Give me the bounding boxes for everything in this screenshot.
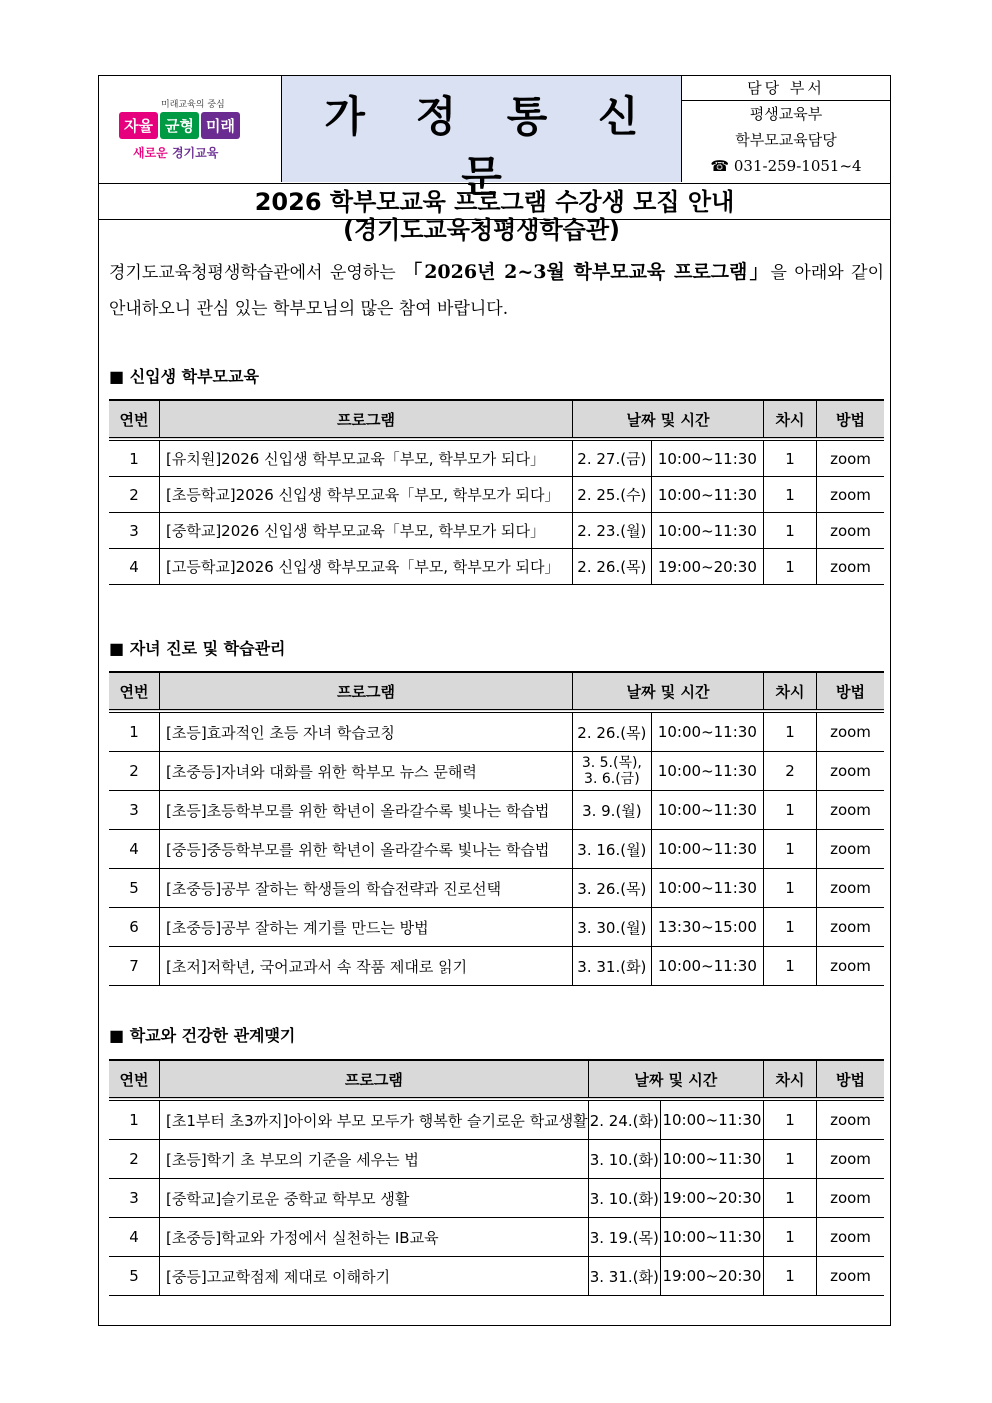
- row-number: 4: [109, 830, 160, 869]
- newsletter-subtitle: (경기도교육청평생학습관): [343, 216, 620, 244]
- dept-phone: 031-259-1051~4: [733, 157, 862, 175]
- program-date: 3. 19.(목): [588, 1218, 660, 1257]
- session-count: 2: [764, 752, 817, 791]
- program-date: 2. 26.(목): [573, 711, 652, 752]
- table-row: [109, 830, 884, 869]
- program-name: [초저]저학년, 국어교과서 속 작품 제대로 읽기: [160, 947, 573, 986]
- table-header-row: [109, 400, 884, 439]
- program-time: 10:00~11:30: [651, 752, 763, 791]
- newsletter-title: 가 정 통 신 문: [324, 92, 657, 201]
- session-count: 1: [764, 869, 817, 908]
- logo-word-1: 자율: [119, 112, 158, 139]
- program-date: 2. 27.(금): [573, 439, 652, 477]
- program-name: [중학교]2026 신입생 학부모교육「부모, 학부모가 되다」: [160, 513, 573, 549]
- dept-name: 평생교육부: [749, 105, 823, 123]
- table-row: [109, 1099, 884, 1140]
- intro-highlight: 「2026년 2~3월 학부모교육 프로그램」: [403, 261, 771, 283]
- session-count: 1: [764, 513, 817, 549]
- program-date: 2. 25.(수): [573, 477, 652, 513]
- table-row: [109, 513, 884, 549]
- row-number: 4: [109, 549, 160, 585]
- program-date: 3. 10.(화): [588, 1179, 660, 1218]
- session-count: 1: [764, 908, 817, 947]
- logo-slogan: [133, 144, 218, 161]
- delivery-method: zoom: [817, 1140, 885, 1179]
- table-row: [109, 549, 884, 585]
- table-row: [109, 752, 884, 791]
- program-time: 10:00~11:30: [651, 947, 763, 986]
- delivery-method: zoom: [817, 711, 885, 752]
- program-date: 3. 9.(월): [573, 791, 652, 830]
- program-name: [초등학교]2026 신입생 학부모교육「부모, 학부모가 되다」: [160, 477, 573, 513]
- program-name: [초1부터 초3까지]아이와 부모 모두가 행복한 슬기로운 학교생활: [160, 1099, 589, 1140]
- program-name: [중학교]슬기로운 중학교 학부모 생활: [160, 1179, 589, 1218]
- session-count: 1: [764, 1179, 817, 1218]
- row-number: 2: [109, 477, 160, 513]
- delivery-method: zoom: [817, 1218, 885, 1257]
- row-number: 1: [109, 439, 160, 477]
- row-number: 5: [109, 869, 160, 908]
- dept-label: 담당 부서: [682, 76, 890, 101]
- program-table: [109, 399, 884, 585]
- row-number: 3: [109, 513, 160, 549]
- logo-slogan-a: 새로운: [133, 146, 168, 160]
- column-header: 방법: [817, 672, 885, 711]
- delivery-method: zoom: [817, 869, 885, 908]
- table-row: [109, 869, 884, 908]
- dept-phone-line: [682, 153, 890, 179]
- program-name: [초등]효과적인 초등 자녀 학습코칭: [160, 711, 573, 752]
- table-header-row: [109, 672, 884, 711]
- section-title: ■ 학교와 건강한 관계맺기: [109, 1026, 296, 1045]
- column-header: 차시: [764, 672, 817, 711]
- program-time: 10:00~11:30: [651, 439, 763, 477]
- logo-slogan-b: 경기교육: [171, 146, 219, 160]
- program-time: 19:00~20:30: [651, 549, 763, 585]
- delivery-method: zoom: [817, 439, 885, 477]
- program-name: [초중등]자녀와 대화를 위한 학부모 뉴스 문해력: [160, 752, 573, 791]
- section-title: ■ 신입생 학부모교육: [109, 367, 259, 386]
- row-number: 1: [109, 1099, 160, 1140]
- program-date: 3. 31.(화): [573, 947, 652, 986]
- row-number: 4: [109, 1218, 160, 1257]
- row-number: 2: [109, 752, 160, 791]
- program-date: 3. 30.(월): [573, 908, 652, 947]
- program-name: [초중등]공부 잘하는 학생들의 학습전략과 진로선택: [160, 869, 573, 908]
- session-count: 1: [764, 791, 817, 830]
- column-header: 연번: [109, 672, 160, 711]
- program-name: [초등]초등학부모를 위한 학년이 올라갈수록 빛나는 학습법: [160, 791, 573, 830]
- telephone-icon: ☎: [710, 157, 730, 175]
- row-number: 2: [109, 1140, 160, 1179]
- program-table: [109, 1059, 884, 1296]
- session-count: 1: [764, 711, 817, 752]
- column-header: 날짜 및 시간: [573, 672, 764, 711]
- program-time: 10:00~11:30: [651, 711, 763, 752]
- section-title: ■ 자녀 진로 및 학습관리: [109, 639, 286, 658]
- session-count: 1: [764, 549, 817, 585]
- row-number: 6: [109, 908, 160, 947]
- program-name: [초중등]공부 잘하는 계기를 만드는 방법: [160, 908, 573, 947]
- row-number: 1: [109, 711, 160, 752]
- gyeonggi-education-logo: [99, 76, 281, 182]
- row-number: 5: [109, 1257, 160, 1296]
- table-row: [109, 1218, 884, 1257]
- table-row: [109, 791, 884, 830]
- delivery-method: zoom: [817, 513, 885, 549]
- intro-before: 경기도교육청평생학습관에서 운영하는: [109, 263, 404, 283]
- session-count: 1: [764, 439, 817, 477]
- program-date: 3. 10.(화): [588, 1140, 660, 1179]
- delivery-method: zoom: [817, 1179, 885, 1218]
- delivery-method: zoom: [817, 908, 885, 947]
- session-count: 1: [764, 1099, 817, 1140]
- session-count: 1: [764, 1218, 817, 1257]
- program-time: 10:00~11:30: [651, 477, 763, 513]
- program-time: 10:00~11:30: [651, 830, 763, 869]
- program-time: 10:00~11:30: [660, 1099, 763, 1140]
- program-time: 10:00~11:30: [660, 1218, 763, 1257]
- column-header: 프로그램: [160, 400, 573, 439]
- table-row: [109, 947, 884, 986]
- program-time: 10:00~11:30: [651, 869, 763, 908]
- column-header: 날짜 및 시간: [588, 1060, 763, 1099]
- department-info: [682, 76, 890, 182]
- table-row: [109, 1179, 884, 1218]
- logo-tagline: 미래교육의 중심: [161, 100, 225, 110]
- table-row: [109, 1140, 884, 1179]
- delivery-method: zoom: [817, 1099, 885, 1140]
- program-name: [초중등]학교와 가정에서 실천하는 IB교육: [160, 1218, 589, 1257]
- program-time: 10:00~11:30: [651, 513, 763, 549]
- program-name: [고등학교]2026 신입생 학부모교육「부모, 학부모가 되다」: [160, 549, 573, 585]
- column-header: 연번: [109, 400, 160, 439]
- program-date: 2. 26.(목): [573, 549, 652, 585]
- program-date: 3. 5.(목), 3. 6.(금): [573, 752, 652, 791]
- program-date: 3. 16.(월): [573, 830, 652, 869]
- delivery-method: zoom: [817, 830, 885, 869]
- table-row: [109, 1257, 884, 1296]
- session-count: 1: [764, 1140, 817, 1179]
- program-date: 3. 31.(화): [588, 1257, 660, 1296]
- program-time: 19:00~20:30: [660, 1257, 763, 1296]
- column-header: 차시: [764, 400, 817, 439]
- row-number: 7: [109, 947, 160, 986]
- program-date: 2. 24.(화): [588, 1099, 660, 1140]
- program-name: [초등]학기 초 부모의 기준을 세우는 법: [160, 1140, 589, 1179]
- program-name: [유치원]2026 신입생 학부모교육「부모, 학부모가 되다」: [160, 439, 573, 477]
- delivery-method: zoom: [817, 791, 885, 830]
- program-time: 10:00~11:30: [651, 791, 763, 830]
- session-count: 1: [764, 830, 817, 869]
- program-time: 19:00~20:30: [660, 1179, 763, 1218]
- table-row: [109, 439, 884, 477]
- column-header: 프로그램: [160, 672, 573, 711]
- session-count: 1: [764, 477, 817, 513]
- delivery-method: zoom: [817, 477, 885, 513]
- delivery-method: zoom: [817, 752, 885, 791]
- column-header: 연번: [109, 1060, 160, 1099]
- table-row: [109, 711, 884, 752]
- notice-frame: [98, 75, 891, 1326]
- column-header: 프로그램: [160, 1060, 589, 1099]
- column-header: 방법: [817, 400, 885, 439]
- table-row: [109, 908, 884, 947]
- logo-word-3: 미래: [201, 112, 240, 139]
- logo-word-2: 균형: [160, 112, 199, 139]
- session-count: 1: [764, 947, 817, 986]
- program-date: 2. 23.(월): [573, 513, 652, 549]
- program-time: 10:00~11:30: [660, 1140, 763, 1179]
- program-table: [109, 671, 884, 986]
- column-header: 날짜 및 시간: [573, 400, 764, 439]
- intro-paragraph: [109, 254, 884, 327]
- delivery-method: zoom: [817, 549, 885, 585]
- delivery-method: zoom: [817, 1257, 885, 1296]
- row-number: 3: [109, 791, 160, 830]
- program-name: [중등]중등학부모를 위한 학년이 올라갈수록 빛나는 학습법: [160, 830, 573, 869]
- logo-words: [119, 112, 240, 139]
- document-title: 2026 학부모교육 프로그램 수강생 모집 안내: [99, 184, 890, 220]
- program-time: 13:30~15:00: [651, 908, 763, 947]
- program-name: [중등]고교학점제 제대로 이해하기: [160, 1257, 589, 1296]
- program-date: 3. 26.(목): [573, 869, 652, 908]
- row-number: 3: [109, 1179, 160, 1218]
- intro-after: 을 아래와 같이 안내하오니 관심 있는 학부모님의 많은 참여 바랍니다.: [109, 263, 885, 319]
- delivery-method: zoom: [817, 947, 885, 986]
- table-row: [109, 477, 884, 513]
- dept-team: 학부모교육담당: [735, 131, 837, 149]
- table-header-row: [109, 1060, 884, 1099]
- column-header: 방법: [817, 1060, 885, 1099]
- session-count: 1: [764, 1257, 817, 1296]
- column-header: 차시: [764, 1060, 817, 1099]
